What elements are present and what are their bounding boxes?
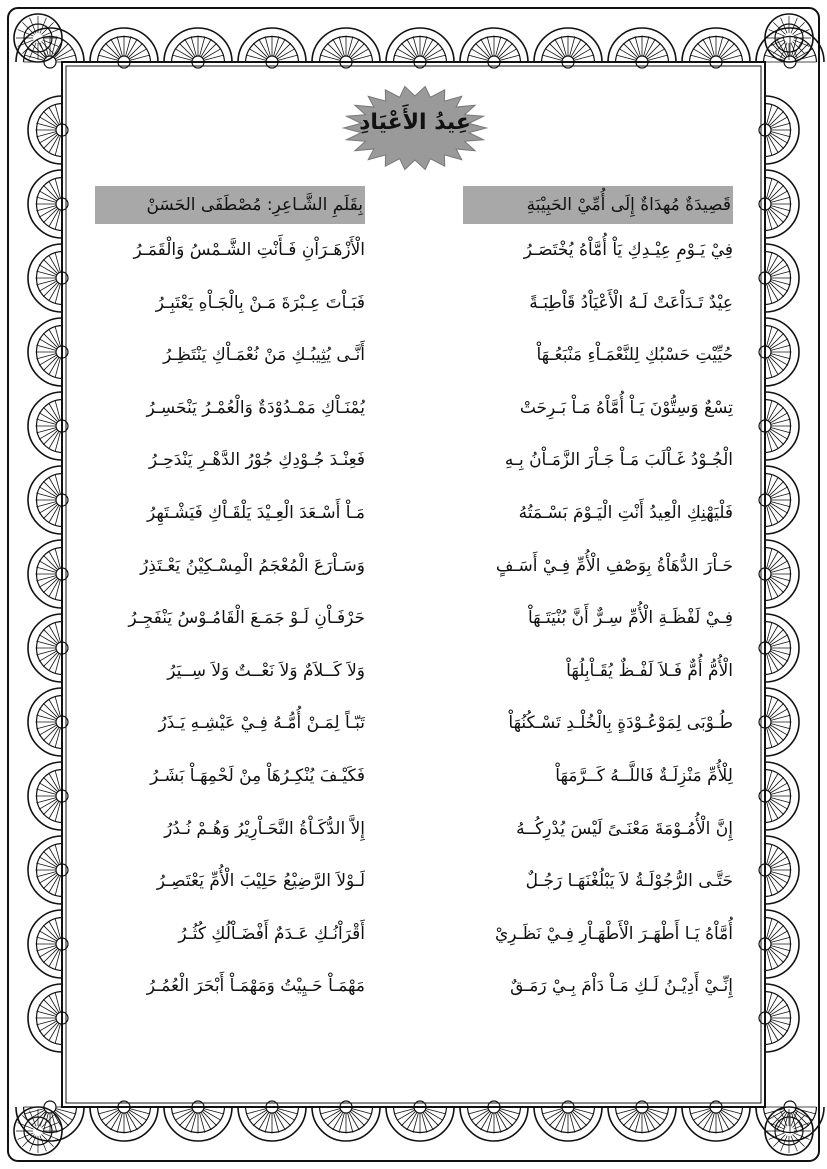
- border-ornament: [771, 345, 791, 350]
- border-ornament: [722, 55, 742, 60]
- verse-line: تَبّـاً لِمَـنْ أُمُّـهُ فِـيْ عَيْشِـهِ يَـذَرُ: [158, 713, 365, 734]
- border-ornament: [426, 55, 446, 60]
- verse-line: الْأُمُّ أُمٌّ فَـلاَ لَفْـظٌ يُقَـاْبِلُهَاْ: [566, 660, 733, 681]
- border-ornament: [130, 55, 150, 60]
- border-ornament: [542, 1109, 562, 1114]
- verse-line: عِيْدٌ تَـدَاْعَتْ لَـهُ الْأَعْيَاْدُ قَاْطِبَـةً: [529, 292, 733, 313]
- border-ornament: [55, 1024, 60, 1044]
- border-ornament: [767, 252, 772, 272]
- border-ornament: [36, 863, 56, 868]
- border-ornament: [22, 22, 34, 34]
- border-ornament: [265, 36, 270, 56]
- border-ornament: [36, 1020, 56, 1025]
- border-ornament: [771, 428, 791, 433]
- border-ornament: [771, 502, 791, 507]
- border-ornament: [98, 55, 118, 60]
- border-ornament: [616, 1109, 636, 1114]
- border-ornament: [767, 136, 772, 156]
- border-ornament: [36, 1011, 56, 1016]
- border-ornament: [22, 1135, 34, 1147]
- border-ornament: [771, 1020, 791, 1025]
- border-ornament: [767, 358, 772, 378]
- border-ornament: [767, 770, 772, 790]
- border-ornament: [767, 950, 772, 970]
- border-ornament: [690, 55, 710, 60]
- border-ornament: [413, 1113, 418, 1133]
- border-ornament: [648, 1109, 668, 1114]
- border-ornament: [43, 36, 48, 56]
- border-ornament: [278, 55, 298, 60]
- border-ornament: [352, 55, 372, 60]
- border-ornament: [36, 271, 56, 276]
- border-ornament: [55, 136, 60, 156]
- border-ornament: [644, 36, 649, 56]
- border-ornament: [278, 1109, 298, 1114]
- border-ornament: [55, 548, 60, 568]
- border-ornament: [767, 844, 772, 864]
- border-ornament: [246, 1109, 266, 1114]
- border-ornament: [274, 36, 279, 56]
- border-ornament: [767, 284, 772, 304]
- border-ornament: [55, 580, 60, 600]
- border-ornament: [767, 432, 772, 452]
- border-ornament: [36, 567, 56, 572]
- border-ornament: [36, 798, 56, 803]
- verse-line: وَسَـاْرَعَ الْمُعْجَمُ الْمِسْـكِيْنُ يَعْـتَذِرُ: [140, 555, 365, 576]
- border-ornament: [320, 55, 340, 60]
- border-ornament: [130, 1109, 150, 1114]
- border-ornament: [771, 650, 791, 655]
- left-column: [95, 186, 365, 1013]
- border-ornament: [274, 1113, 279, 1133]
- border-ornament: [44, 56, 56, 68]
- right-verses: [463, 224, 733, 1013]
- border-ornament: [55, 252, 60, 272]
- verse-line: فَكَيْـفَ يُنْكِـرُهَاْ مِنْ لَحْمِهَـاْ بَشَـرُ: [150, 765, 365, 786]
- border-ornament: [55, 696, 60, 716]
- border-ornament: [767, 400, 772, 420]
- border-ornament: [55, 950, 60, 970]
- verse-line: طُـوْبَى لِمَوْعُـوْدَةٍ بِالْخُلْـدِ تَسْـكُنُهَاْ: [508, 713, 733, 734]
- verse-line: إِنَّ الْأُمُـوْمَةَ مَعْنَـىً لَيْسَ يُدْرِكُــهُ: [516, 818, 733, 839]
- verse-line: الْأَزْهَـرَاْنِ فَـأَنْتِ الشَّـمْسُ وَالْقَمَـرُ: [133, 240, 365, 260]
- border-ornament: [36, 872, 56, 877]
- border-ornament: [771, 576, 791, 581]
- border-ornament: [426, 1109, 446, 1114]
- border-ornament: [767, 104, 772, 124]
- verse-line: فِـيْ لَفْظَـةِ الْأُمِّ سِـرٌّ أَنَّ بُنْيَتَـهَاْ: [528, 608, 733, 629]
- border-ornament: [767, 696, 772, 716]
- right-column: [463, 186, 733, 1013]
- border-ornament: [767, 506, 772, 526]
- border-ornament: [36, 280, 56, 285]
- verse-line: حَـاْرَ الدُّهَاْةُ بِوَصْفِ الْأُمِّ فِـيْ أَسَـفٍ: [495, 555, 733, 576]
- border-ornament: [55, 358, 60, 378]
- border-ornament: [43, 1113, 48, 1133]
- border-ornament: [339, 36, 344, 56]
- border-ornament: [55, 474, 60, 494]
- border-ornament: [204, 55, 224, 60]
- border-ornament: [771, 271, 791, 276]
- border-ornament: [709, 1113, 714, 1133]
- border-ornament: [55, 284, 60, 304]
- border-ornament: [117, 36, 122, 56]
- border-ornament: [635, 36, 640, 56]
- border-ornament: [648, 55, 668, 60]
- border-ornament: [36, 206, 56, 211]
- border-ornament: [200, 1113, 205, 1133]
- verse-line: فِيْ يَـوْمِ عِيْـدِكِ يَاْ أُمَّاْهُ يُخْتَصَـرُ: [523, 240, 733, 260]
- border-ornament: [348, 36, 353, 56]
- border-ornament: [36, 946, 56, 951]
- border-ornament: [394, 55, 414, 60]
- border-ornament: [55, 918, 60, 938]
- border-ornament: [55, 326, 60, 346]
- border-ornament: [348, 1113, 353, 1133]
- border-ornament: [36, 789, 56, 794]
- border-ornament: [771, 641, 791, 646]
- title-badge: [340, 84, 490, 172]
- border-ornament: [55, 400, 60, 420]
- border-ornament: [722, 1109, 742, 1114]
- border-ornament: [36, 724, 56, 729]
- border-ornament: [767, 1024, 772, 1044]
- border-ornament: [616, 55, 636, 60]
- border-ornament: [191, 36, 196, 56]
- border-ornament: [56, 1109, 76, 1114]
- border-ornament: [339, 1113, 344, 1133]
- border-ornament: [55, 728, 60, 748]
- border-ornament: [767, 210, 772, 230]
- border-ornament: [36, 493, 56, 498]
- verse-line: أُمَّاْهُ يَـا أَطْهَـرَ الْأَطْهَـاْرِ فِـيْ نَظَـرِيْ: [494, 923, 733, 944]
- border-ornament: [771, 493, 791, 498]
- border-ornament: [36, 715, 56, 720]
- verse-line: حُيِّيْتِ حَسْبُكِ لِلنَّعْمَـاْءِ مَنْبَعُـهَاْ: [536, 345, 733, 366]
- border-ornament: [36, 132, 56, 137]
- border-ornament: [767, 654, 772, 674]
- border-ornament: [767, 326, 772, 346]
- border-ornament: [496, 1113, 501, 1133]
- verse-line: إِنِّـيْ أَدِيْـنُ لَـكِ مَـاْ دَاْمَ بِـيْ رَمَـقٌ: [510, 976, 733, 997]
- border-ornament: [36, 419, 56, 424]
- border-ornament: [771, 715, 791, 720]
- border-ornament: [55, 210, 60, 230]
- border-ornament: [468, 55, 488, 60]
- border-ornament: [55, 802, 60, 822]
- border-ornament: [767, 622, 772, 642]
- border-ornament: [55, 770, 60, 790]
- border-ornament: [55, 844, 60, 864]
- border-ornament: [172, 55, 192, 60]
- verse-line: حَرْفَـاْنِ لَـوْ جَمَـعَ الْقَامُـوْسُ يَنْفَجِـرُ: [128, 608, 365, 629]
- border-ornament: [36, 345, 56, 350]
- border-ornament: [771, 946, 791, 951]
- verse-line: يُمْنَـاْكِ مَمْـدُوْدَةٌ وَالْعُمْـرُ يَنْحَسِـرُ: [146, 397, 365, 418]
- border-ornament: [771, 206, 791, 211]
- author-header: بِقَلَمِ الشَّـاعِرِ: مُصْطَفَى الحَسَنْ: [95, 186, 365, 224]
- border-ornament: [36, 576, 56, 581]
- border-ornament: [690, 1109, 710, 1114]
- border-ornament: [542, 55, 562, 60]
- border-ornament: [561, 36, 566, 56]
- border-ornament: [36, 197, 56, 202]
- poem-header: قَصِيدَةٌ مُهدَاةٌ إِلَى أُمِّيْ الحَبِيْبَةِ: [463, 186, 733, 224]
- verse-line: الْجُـوْدُ غَـاْلَبَ مَـاْ جَـاْرَ الزَّمَـاْنُ بِـهِ: [504, 450, 733, 471]
- border-ornament: [487, 36, 492, 56]
- page-title: عِيدُ الأَعْيَادِ: [359, 110, 471, 135]
- border-ornament: [55, 654, 60, 674]
- border-ornament: [718, 1113, 723, 1133]
- verse-line: فَبَـاْتَ عِـبْرَةَ مَـنْ بِالْجَـاْهِ يَعْتَبِـرُ: [155, 292, 365, 313]
- border-ornament: [496, 36, 501, 56]
- border-ornament: [55, 178, 60, 198]
- left-verses: [95, 224, 365, 1013]
- border-ornament: [771, 872, 791, 877]
- verse-line: لِلْأُمِّ مَنْزِلَـةٌ فَاللَّــهُ كَــرَّمَهَاْ: [555, 765, 733, 786]
- border-ornament: [36, 937, 56, 942]
- border-ornament: [204, 1109, 224, 1114]
- border-ornament: [394, 1109, 414, 1114]
- border-ornament: [771, 197, 791, 202]
- border-ornament: [55, 622, 60, 642]
- border-ornament: [718, 36, 723, 56]
- border-ornament: [36, 641, 56, 646]
- border-ornament: [352, 1109, 372, 1114]
- border-ornament: [200, 36, 205, 56]
- border-ornament: [55, 876, 60, 896]
- border-ornament: [771, 789, 791, 794]
- border-ornament: [771, 123, 791, 128]
- border-ornament: [265, 1113, 270, 1133]
- border-ornament: [767, 992, 772, 1012]
- border-ornament: [468, 1109, 488, 1114]
- border-ornament: [771, 863, 791, 868]
- border-ornament: [771, 1011, 791, 1016]
- border-ornament: [771, 132, 791, 137]
- verse-line: مَـاْ أَسْـعَدَ الْعِـيْدَ يَلْقَـاْكِ فَيَشْـتَهِرُ: [147, 502, 365, 523]
- border-ornament: [767, 728, 772, 748]
- border-ornament: [246, 55, 266, 60]
- border-ornament: [55, 104, 60, 124]
- border-ornament: [36, 428, 56, 433]
- border-ornament: [422, 1113, 427, 1133]
- verse-line: أَنَّـى يُثِيبُـكِ مَنْ نُعْمَـاْكِ يَنْتَظِـرُ: [163, 345, 365, 366]
- border-ornament: [771, 724, 791, 729]
- verse-line: لَـوْلاَ الرَّضِيْعُ حَلِيْبَ الْأُمِّ يَعْتَصِـرُ: [156, 871, 365, 892]
- border-ornament: [98, 1109, 118, 1114]
- border-ornament: [36, 123, 56, 128]
- border-ornament: [413, 36, 418, 56]
- border-ornament: [561, 1113, 566, 1133]
- verse-line: مَهْمَـاْ حَـيِيْتُ وَمَهْمَـاْ أَبْحَرَ الْعُمُـرُ: [146, 976, 365, 997]
- border-ornament: [36, 650, 56, 655]
- border-ornament: [422, 36, 427, 56]
- verse-line: حَتَّـى الرُّجُوْلَـةُ لاَ يَبْلُغْنَهَـا رَجُـلٌ: [525, 871, 733, 892]
- border-ornament: [771, 354, 791, 359]
- border-ornament: [570, 1113, 575, 1133]
- border-ornament: [126, 36, 131, 56]
- border-ornament: [191, 1113, 196, 1133]
- border-ornament: [771, 798, 791, 803]
- border-ornament: [771, 937, 791, 942]
- border-ornament: [574, 1109, 594, 1114]
- border-ornament: [56, 55, 76, 60]
- border-ornament: [500, 55, 520, 60]
- border-ornament: [767, 474, 772, 494]
- verse-line: وَلاَ كَــلاَمٌ وَلاَ نَعْــتٌ وَلاَ سِــيَرُ: [167, 660, 365, 681]
- verse-line: فَعِنْـدَ جُـوْدِكِ جُوْرُ الدَّهْـرِ يَنْدَحِـرُ: [148, 450, 365, 471]
- border-ornament: [767, 548, 772, 568]
- verse-line: إِلاَّ الدُّكَـاْةُ النَّحَـاْرِيْرُ وَهُـمْ نُـدُرُ: [164, 818, 365, 839]
- border-ornament: [36, 502, 56, 507]
- border-ornament: [44, 1101, 56, 1113]
- border-ornament: [767, 178, 772, 198]
- border-ornament: [574, 55, 594, 60]
- border-ornament: [487, 1113, 492, 1133]
- border-ornament: [126, 1113, 131, 1133]
- border-ornament: [320, 1109, 340, 1114]
- border-ornament: [771, 419, 791, 424]
- border-ornament: [570, 36, 575, 56]
- border-ornament: [767, 802, 772, 822]
- border-ornament: [767, 918, 772, 938]
- border-ornament: [767, 876, 772, 896]
- border-ornament: [767, 580, 772, 600]
- verse-line: فَلْيَهْنِكِ الْعِيدُ أَنْتِ الْيَـوْمَ بَسْـمَتُهُ: [518, 502, 733, 523]
- border-ornament: [55, 506, 60, 526]
- border-ornament: [644, 1113, 649, 1133]
- border-ornament: [55, 432, 60, 452]
- border-ornament: [55, 992, 60, 1012]
- border-ornament: [117, 1113, 122, 1133]
- verse-line: أَقْرَاْنُـكِ عَـدَمٌ أَفْضَـاْلُكِ كُثُـرُ: [178, 923, 365, 944]
- border-ornament: [771, 280, 791, 285]
- border-ornament: [500, 1109, 520, 1114]
- border-ornament: [36, 354, 56, 359]
- verse-line: تِسْعٌ وَسِتُّوْنَ يَـاْ أُمَّاْهُ مَـاْ بَـرِحَتْ: [519, 397, 733, 418]
- border-ornament: [635, 1113, 640, 1133]
- border-ornament: [709, 36, 714, 56]
- border-ornament: [172, 1109, 192, 1114]
- border-ornament: [771, 567, 791, 572]
